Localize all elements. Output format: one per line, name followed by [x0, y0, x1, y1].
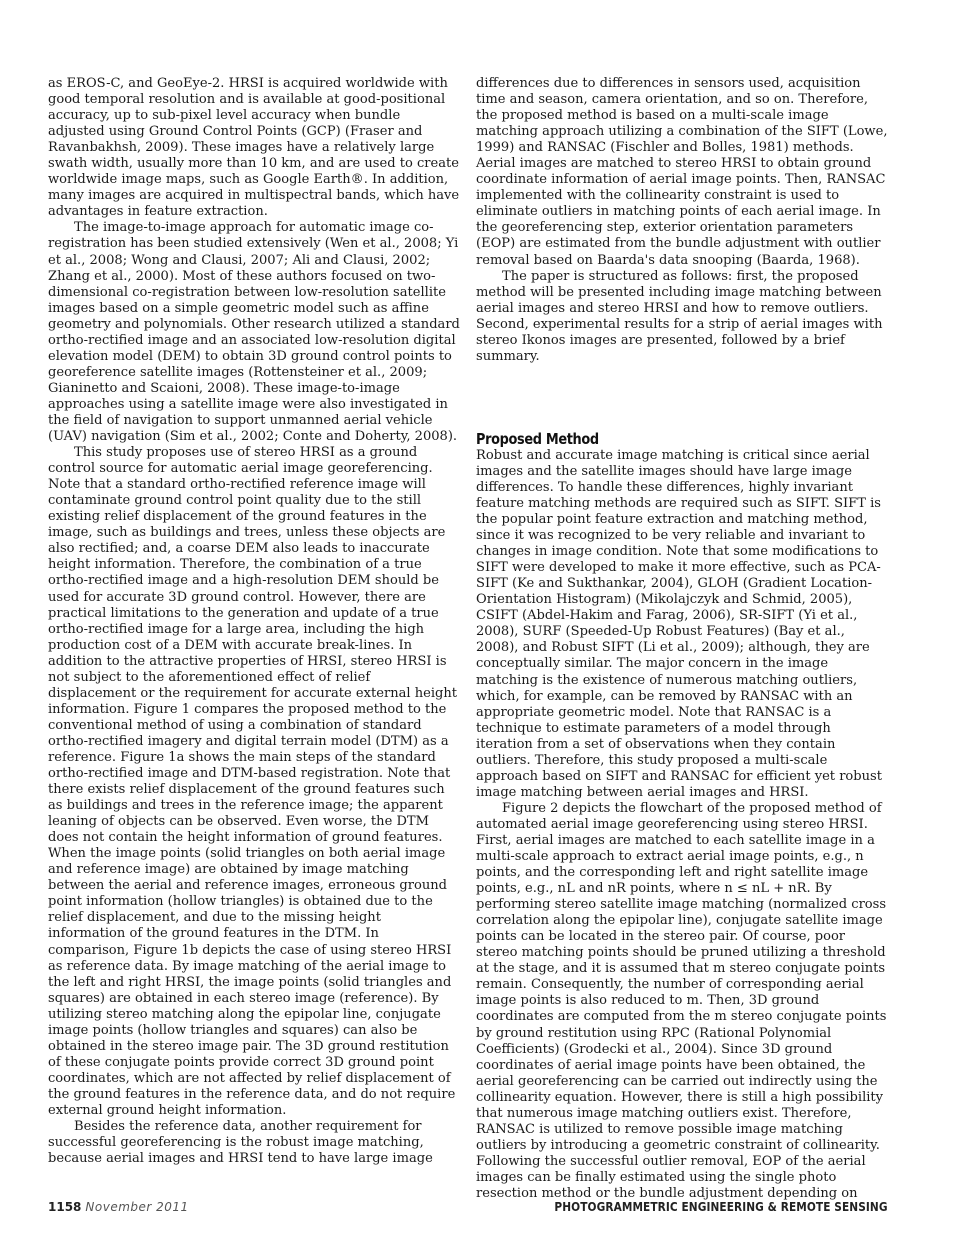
- section-gap: [476, 365, 888, 430]
- page-number: 1158: [48, 1200, 82, 1214]
- paragraph: differences due to differences in sensors used, acquisition time and season, camera orientation, and so on. Therefore, the proposed method is based on a multi-scale image matching approach utilizing a combination of the SIFT (Lowe, 1999) and RANSAC (Fischler and Bolles, 1981) methods. Aerial images are matched to stereo HRSI to obtain ground coordinate information of aerial image points. Then, RANSAC implemented with the collinearity constraint is used to eliminate outliers in matching points of each aerial image. In the georeferencing step, exterior orientation parameters (EOP) are estimated from the bundle adjustment with outlier removal based on Baarda's data snooping (Baarda, 1968).: [476, 76, 888, 268]
- paragraph: as EROS-C, and GeoEye-2. HRSI is acquired worldwide with good temporal resolution and is available at good-positional accuracy, up to sub-pixel level accuracy when bundle adjusted using Ground Control Points (GCP) (Fraser and Ravanbakhsh, 2009). These images have a relatively large swath width, usually more than 10 km, and are used to create worldwide image maps, such as Google Earth®. In addition, many images are acquired in multispectral bands, which have advantages in feature extraction.: [48, 76, 460, 220]
- paragraph: The image-to-image approach for automatic image co-registration has been studied extensively (Wen et al., 2008; Yi et al., 2008; Wong and Clausi, 2007; Ali and Clausi, 2002; Zhang et al., 2000). Most of these authors focused on two-dimensional co-registration between low-resolution satellite images based on a simple geometric model such as affine geometry and polynomials. Other research utilized a standard ortho-rectified image and an associated low-resolution digital elevation model (DEM) to obtain 3D ground control points to georeference satellite images (Rottensteiner et al., 2009; Gianinetto and Scaioni, 2008). These image-to-image approaches using a satellite image were also investigated in the field of navigation to support unmanned aerial vehicle (UAV) navigation (Sim et al., 2002; Conte and Doherty, 2008).: [48, 220, 460, 445]
- journal-title: PHOTOGRAMMETRIC ENGINEERING & REMOTE SENSING: [554, 1200, 888, 1214]
- issue-date: November 2011: [85, 1200, 189, 1214]
- paragraph: Besides the reference data, another requirement for successful georeferencing is the robust image matching, because aerial images and HRSI tend to have large image: [48, 1119, 433, 1167]
- section-heading: Proposed Method: [476, 429, 599, 448]
- paragraph: This study proposes use of stereo HRSI as a ground control source for automatic aerial image georeferencing. Note that a standard ortho-rectified reference image will contaminate ground control point quality due to the still existing relief displacement of the ground features in the image, such as buildings and trees, unless these objects are also rectified; and, a coarse DEM also leads to inaccurate height information. Therefore, the combination of a true ortho-rectified image and a high-resolution DEM should be used for accurate 3D ground control. However, there are practical limitations to the generation and update of a true ortho-rectified image for a large area, including the high production cost of a DEM with accurate break-lines. In addition to the attractive properties of HRSI, stereo HRSI is not subject to the aforementioned effect of relief displacement or the requirement for accurate external height information. Figure 1 compares the proposed method to the conventional method of using a combination of standard ortho-rectified imagery and digital terrain model (DTM) as a reference. Figure 1a shows the main steps of the standard ortho-rectified image and DTM-based registration. Note that there exists relief displacement of the ground features such as buildings and trees in the reference image; the apparent leaning of objects can be observed. Even worse, the DTM does not contain the height information of ground features. When the image points (solid triangles on both aerial image and reference image) are obtained by image matching between the aerial and reference images, erroneous ground point information (hollow triangles) is obtained due to the relief displacement, and due to the missing height information of the ground features in the DTM. In comparison, Figure 1b depicts the case of using stereo HRSI as reference data. By image matching of the aerial image to the left and right HRSI, the image points (solid triangles and squares) are obtained in each stereo image (reference). By utilizing stereo matching along the epipolar line, conjugate image points (hollow triangles and squares) can also be obtained in the stereo image pair. The 3D ground restitution of these conjugate points provide correct 3D ground point coordinates, which are not affected by relief displacement of the ground features in the reference data, and do not require external ground height information.: [48, 445, 457, 1118]
- paragraph: Figure 2 depicts the flowchart of the proposed method of automated aerial image georeferencing using stereo HRSI. First, aerial images are matched to each satellite image in a multi-scale approach to extract aerial image points, e.g., n points, and the corresponding left and right satellite image points, e.g., nL and nR points, where n ≤ nL + nR. By performing stereo satellite image matching (normalized cross correlation along the epipolar line), conjugate satellite image points can be located in the stereo pair. Of course, poor stereo matching points should be pruned utilizing a threshold at the stage, and it is assumed that m stereo conjugate points remain. Consequently, the number of corresponding aerial image points is also reduced to m. Then, 3D ground coordinates are computed from the m stereo conjugate points by ground restitution using RPC (Rational Polynomial Coefficients) (Grodecki et al., 2004). Since 3D ground coordinates of aerial image points have been obtained, the aerial georeferencing can be carried out indirectly using the collinearity equation. However, there is still a high possibility that numerous image matching outliers exist. Therefore, RANSAC is utilized to remove possible image matching outliers by introducing a geometric constraint of collinearity. Following the successful outlier removal, EOP of the aerial images can be finally estimated using the single photo resection method or the bundle adjustment depending on: [476, 800, 887, 1201]
- right-column: [476, 76, 888, 1202]
- page-footer-left: [48, 1200, 189, 1214]
- paragraph: The paper is structured as follows: first, the proposed method will be presented including image matching between aerial images and stereo HRSI and how to remove outliers. Second, experimental results for a strip of aerial images with stereo Ikonos images are presented, followed by a brief summary.: [476, 268, 883, 364]
- paragraph: Robust and accurate image matching is critical since aerial images and the satellite images should have large image differences. To handle these differences, highly invariant feature matching methods are required such as SIFT. SIFT is the popular point feature extraction and matching method, since it was recognized to be very reliable and invariant to changes in image condition. Note that some modifications to SIFT were developed to make it more effective, such as PCA-SIFT (Ke and Sukthankar, 2004), GLOH (Gradient Location-Orientation Histogram) (Mikolajczyk and Schmid, 2005), CSIFT (Abdel-Hakim and Farag, 2006), SR-SIFT (Yi et al., 2008), SURF (Speeded-Up Robust Features) (Bay et al., 2008), and Robust SIFT (Li et al., 2009); although, they are conceptually similar. The major concern in the image matching is the existence of numerous matching outliers, which, for example, can be removed by RANSAC with an appropriate geometric model. Note that RANSAC is a technique to estimate parameters of a model through iteration from a set of observations when they contain outliers. Therefore, this study proposed a multi-scale approach based on SIFT and RANSAC for efficient yet robust image matching between aerial images and HRSI.: [476, 447, 882, 800]
- left-column: [48, 76, 460, 1167]
